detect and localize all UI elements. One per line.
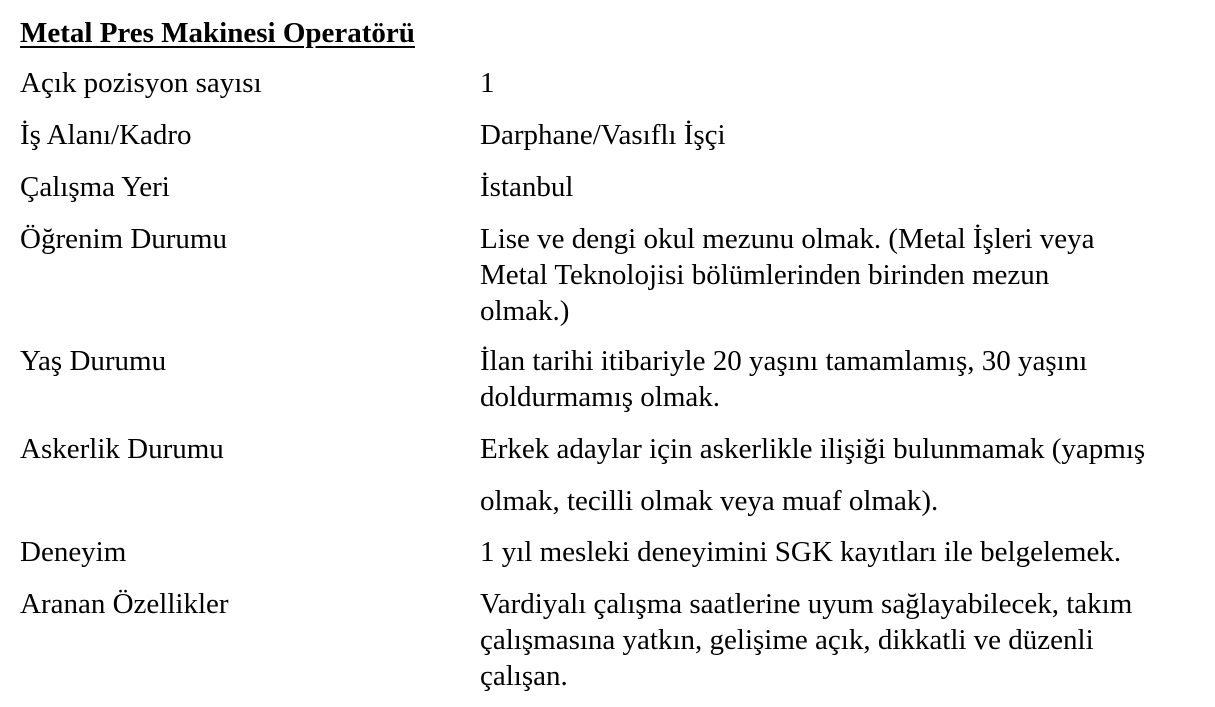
label-military: Askerlik Durumu <box>20 433 224 465</box>
value-line: doldurmamış olmak. <box>480 381 721 413</box>
value-work-area <box>480 117 1205 153</box>
label-education: Öğrenim Durumu <box>20 223 227 255</box>
label-open-positions: Açık pozisyon sayısı <box>20 67 262 99</box>
value-experience <box>480 534 1205 570</box>
value-age <box>480 343 1205 415</box>
page-title: Metal Pres Makinesi Operatörü <box>20 17 415 49</box>
label-work-location: Çalışma Yeri <box>20 171 170 203</box>
label-work-area: İş Alanı/Kadro <box>20 119 192 151</box>
label-experience: Deneyim <box>20 536 127 568</box>
value-line: İlan tarihi itibariyle 20 yaşını tamamlamış, 30 yaşını <box>480 345 1088 377</box>
value-line: Vardiyalı çalışma saatlerine uyum sağlayabilecek, takım <box>480 588 1133 620</box>
value-line: Darphane/Vasıflı İşçi <box>480 119 726 151</box>
value-line: çalışmasına yatkın, gelişime açık, dikkatli ve düzenli <box>480 624 1094 656</box>
value-line: 1 <box>480 67 495 99</box>
label-qualifications: Aranan Özellikler <box>20 588 229 620</box>
value-military <box>480 423 1205 527</box>
value-line: İstanbul <box>480 171 574 203</box>
value-line: çalışan. <box>480 660 568 692</box>
value-open-positions <box>480 65 1205 101</box>
value-line: Erkek adaylar için askerlikle ilişiği bulunmamak (yapmış <box>480 433 1146 465</box>
value-line: olmak, tecilli olmak veya muaf olmak). <box>480 485 939 517</box>
value-line: olmak.) <box>480 295 570 327</box>
value-education <box>480 221 1205 329</box>
value-qualifications <box>480 586 1205 694</box>
value-work-location <box>480 169 1205 205</box>
label-age: Yaş Durumu <box>20 345 167 377</box>
value-line: Metal Teknolojisi bölümlerinden birinden mezun <box>480 259 1050 291</box>
value-line: Lise ve dengi okul mezunu olmak. (Metal İşleri veya <box>480 223 1095 255</box>
value-line: 1 yıl mesleki deneyimini SGK kayıtları ile belgelemek. <box>480 536 1122 568</box>
